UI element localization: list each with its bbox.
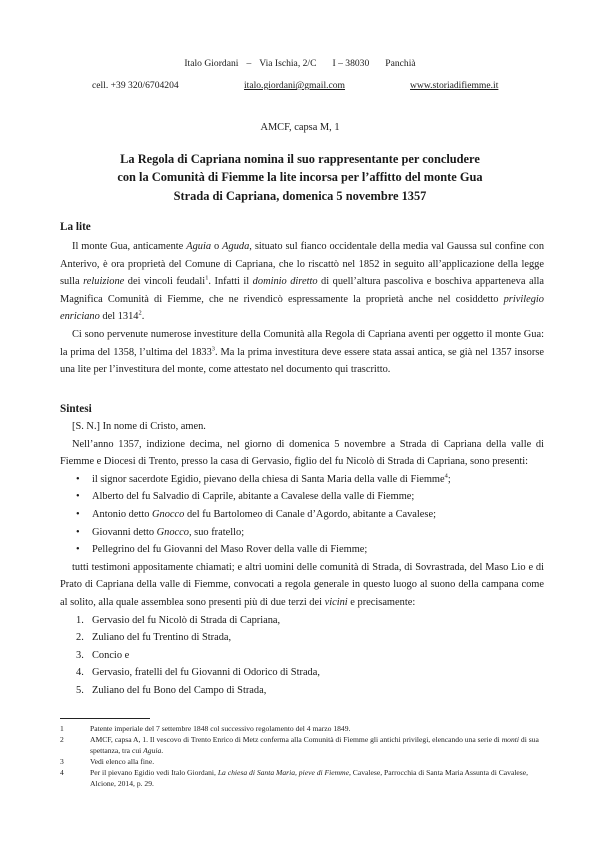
footnote-separator	[60, 718, 150, 719]
paragraph: Il monte Gua, anticamente Aguia o Aguda, situato sul fianco occidentale della media val Gaussa sul confine con Anterivo, è ora proprietà del Comune di Capriana, che lo riscattò nel 1852 in seguito all’applicazione della legge sulla reluizione dei vincoli feudali$^1$. Infatti il dominio diretto di quell’altura pascoliva e boschiva apparteneva alla Magnifica Comunità di Fiemme, che ne rivendicò espressamente la proprietà anche nel cosiddetto privilegio enriciano del 1314$^2$.	[60, 241, 545, 323]
footnote-ref[interactable]: 3	[211, 345, 215, 353]
street-address: Via Ischia, 2/C	[259, 58, 317, 69]
paragraph: Ci sono pervenute numerose investiture della Comunità alla Regola di Capriana aventi per oggetto il monte Gua: la prima del 1358, l’ultima del 1833$^3$. Ma la prima investitura deve essere stata assai antica, se già nel 1357 insorse una lite per l’investitura del monte, come attestato nel documento qui trascritto.	[60, 328, 544, 376]
archive-reference: AMCF, capsa M, 1	[260, 122, 340, 133]
footnote: 3 Vedi elenco alla fine.	[60, 757, 155, 766]
list-item: • Antonio detto Gnocco del fu Bartolomeo di Canale d’Agordo, abitante a Cavalese;	[60, 506, 544, 524]
letterhead-address: Italo Giordani – Via Ischia, 2/C I – 38030 Panchià	[184, 58, 416, 69]
list-item: • Giovanni detto Gnocco, suo fratello;	[60, 524, 544, 542]
footnote-ref[interactable]: 2	[138, 309, 142, 317]
title-line: Strada di Capriana, domenica 5 novembre 1357	[173, 188, 427, 203]
section-heading-lite: La lite	[60, 221, 91, 233]
footnote: 4 Per il pievano Egidio vedi Italo Giordani, La chiesa di Santa Maria, pieve di Fiemme, Cavalese, Parrocchia di Santa Maria Assunta di Cavalese, Alcione, 2014, p. 29.	[60, 768, 529, 788]
paragraph: tutti testimoni appositamente chiamati; e altri uomini delle comunità di Strada, di Sovrastrada, del Maso Lio e di Prato di Capriana della valle di Fiemme, convocati a regola generale in questo luogo al suono della campana come al solito, alla quale assemblea sono presenti più di due terzi dei vicini e precisamente:	[60, 561, 544, 608]
section-body-sintesi	[60, 418, 544, 700]
list-item: 4. Gervasio, fratelli del fu Giovanni di Odorico di Strada,	[76, 667, 320, 679]
email-link[interactable]: italo.giordani@gmail.com	[244, 80, 346, 91]
footnote: 1 Patente imperiale del 7 settembre 1848 col successivo regolamento del 4 marzo 1849.	[60, 724, 351, 733]
title-line: La Regola di Capriana nomina il suo rappresentante per concludere	[120, 152, 480, 166]
postcode: I – 38030	[332, 58, 370, 69]
title-line: con la Comunità di Fiemme la lite incorsa per l’affitto del monte Gua	[117, 170, 483, 185]
members-list	[60, 612, 544, 700]
list-item: 1. Gervasio del fu Nicolò di Strada di Capriana,	[76, 614, 281, 626]
witness-list	[60, 471, 544, 559]
footnote: 2 AMCF, capsa A, 1. Il vescovo di Trento Enrico di Metz conferma alla Comunità di Fiemme gli antichi privilegi, elencando una serie di monti di sua spettanza, tra cui Aguia.	[60, 735, 539, 755]
list-item: 5. Zuliano del fu Bono del Campo di Strada,	[76, 684, 267, 696]
phone-number: cell. +39 320/6704204	[92, 80, 179, 91]
section-body-lite	[60, 238, 544, 379]
footnote-ref[interactable]: 1	[205, 274, 209, 282]
footnotes	[60, 723, 544, 789]
list-item: • il signor sacerdote Egidio, pievano della chiesa di Santa Maria della valle di Fiemme$^4$;	[60, 471, 544, 489]
footnote-ref[interactable]: 4	[444, 472, 448, 480]
document-title	[60, 150, 540, 205]
list-item: • Pellegrino del fu Giovanni del Maso Rover della valle di Fiemme;	[60, 541, 544, 559]
list-item: 2. Zuliano del fu Trentino di Strada,	[76, 632, 232, 644]
list-item: 3. Concio e	[76, 649, 130, 661]
opening-formula: [S. N.] In nome di Cristo, amen.	[72, 421, 206, 432]
website-link[interactable]: www.storiadifiemme.it	[410, 80, 499, 91]
paragraph: Nell’anno 1357, indizione decima, nel giorno di domenica 5 novembre a Strada di Capriana della valle di Fiemme e Diocesi di Trento, presso la casa di Gervasio, figlio del fu Nicolò di Strada di Capriana, sono presenti:	[60, 438, 544, 468]
section-heading-sintesi: Sintesi	[60, 403, 92, 415]
author-name: Italo Giordani	[184, 58, 239, 69]
list-item: • Alberto del fu Salvadio di Caprile, abitante a Cavalese della valle di Fiemme;	[60, 488, 544, 506]
town: Panchià	[385, 58, 416, 69]
